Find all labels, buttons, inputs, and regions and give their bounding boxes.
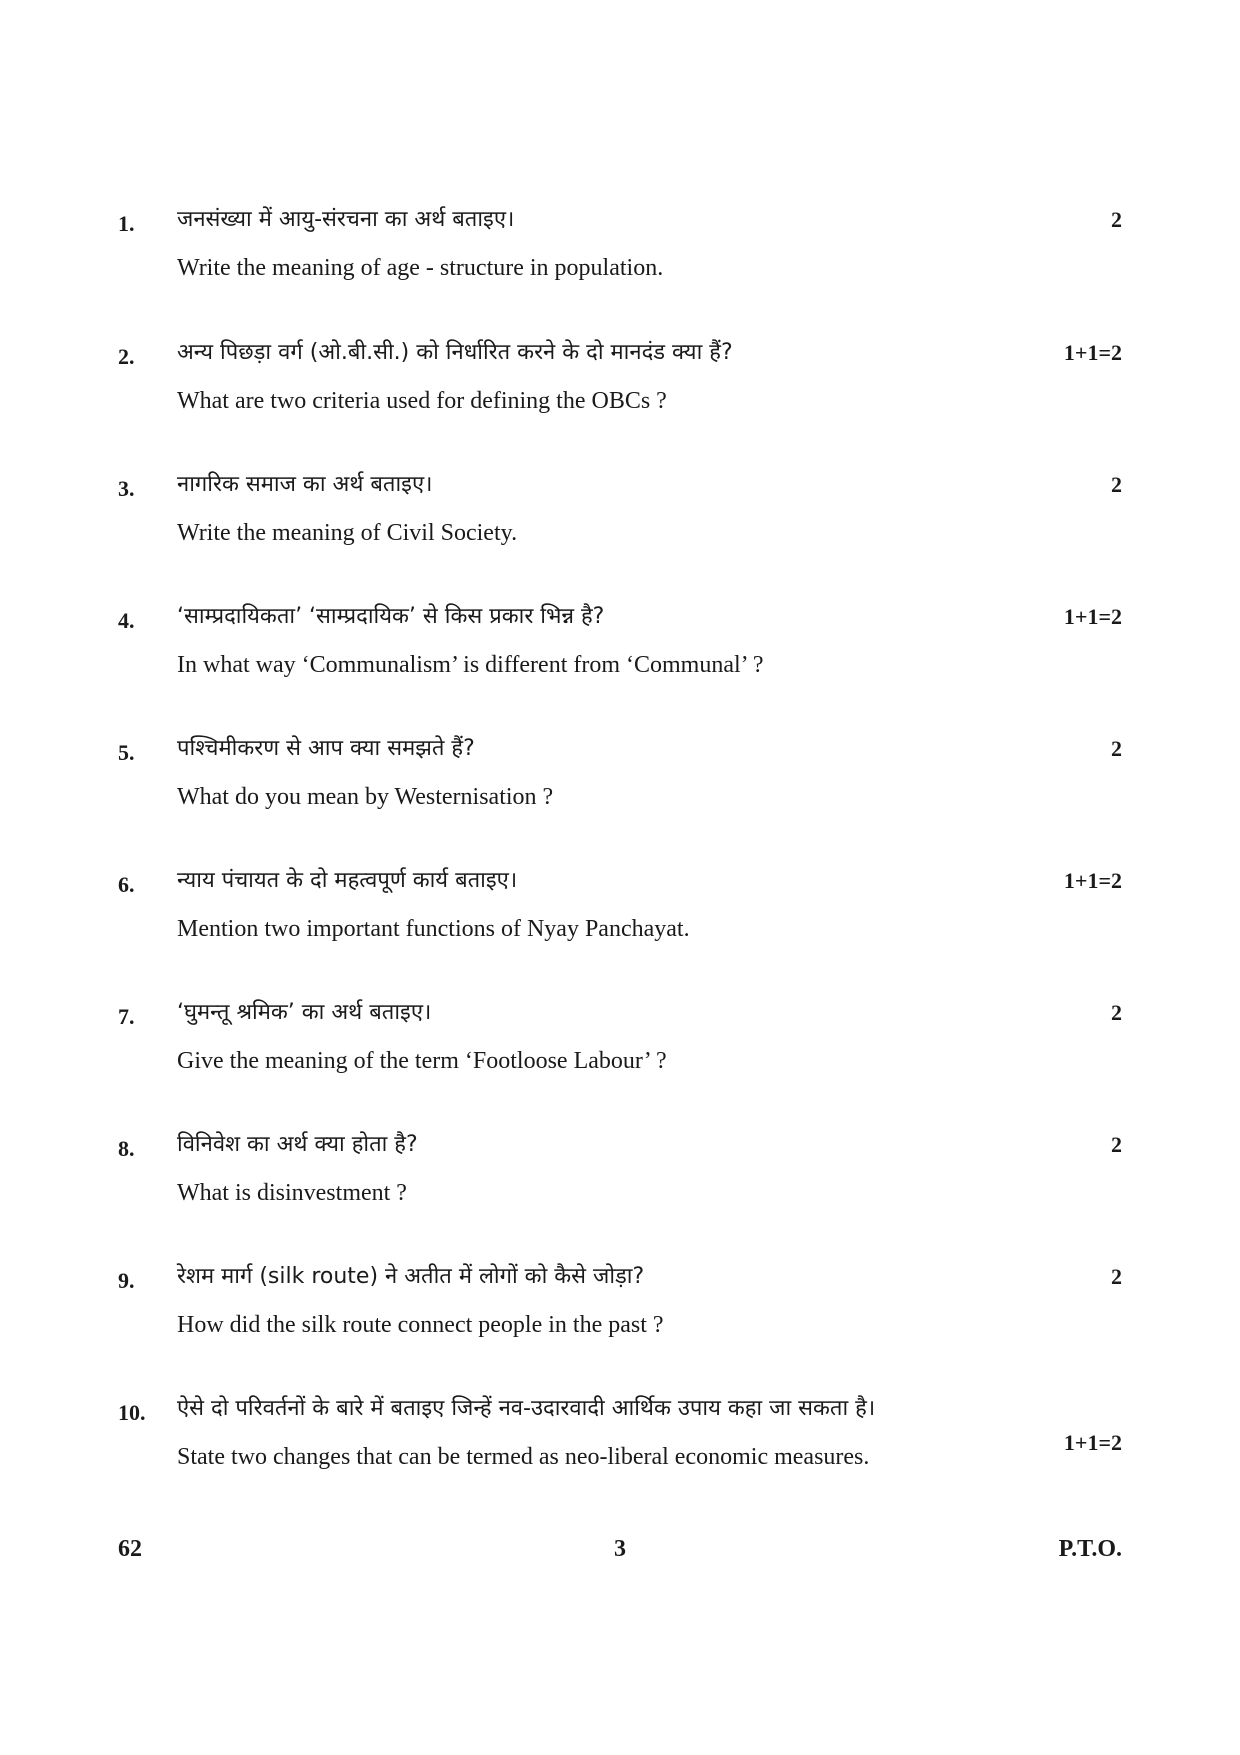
question-text-english: How did the silk route connect people in the past ? (177, 1312, 664, 1338)
question-text-hindi: ऐसे दो परिवर्तनों के बारे में बताइए जिन्हें नव-उदारवादी आर्थिक उपाय कहा जा सकता है। (177, 1396, 876, 1421)
question-marks: 1+1=2 (1063, 340, 1122, 365)
question-marks: 2 (1111, 1000, 1122, 1025)
question-number: 2. (118, 344, 135, 369)
question-text-hindi: ‘साम्प्रदायिकता’ ‘साम्प्रदायिक’ से किस प्रकार भिन्न है? (177, 604, 605, 629)
paper-code: 62 (118, 1536, 142, 1562)
question-text-hindi: रेशम मार्ग (silk route) ने अतीत में लोगों को कैसे जोड़ा? (177, 1264, 645, 1289)
question-marks: 2 (1111, 472, 1122, 497)
question-text-english: What are two criteria used for defining the OBCs ? (177, 388, 667, 414)
question-text-english: Give the meaning of the term ‘Footloose Labour’ ? (177, 1048, 667, 1074)
question-text-english: In what way ‘Communalism’ is different from ‘Communal’ ? (177, 652, 764, 678)
question-number: 3. (118, 476, 135, 501)
question-text-hindi: अन्य पिछड़ा वर्ग (ओ.बी.सी.) को निर्धारित करने के दो मानदंड क्या हैं? (177, 340, 733, 365)
page-number: 3 (614, 1536, 626, 1562)
question-marks: 2 (1111, 1132, 1122, 1157)
question-number: 4. (118, 608, 135, 633)
question-marks: 2 (1111, 207, 1122, 232)
question-text-english: Write the meaning of Civil Society. (177, 520, 518, 546)
question-text-hindi: विनिवेश का अर्थ क्या होता है? (177, 1132, 418, 1157)
pto-label: P.T.O. (1058, 1536, 1122, 1562)
question-number: 6. (118, 872, 135, 897)
question-text-english: Write the meaning of age - structure in population. (177, 255, 664, 281)
question-text-english: What is disinvestment ? (177, 1180, 407, 1206)
question-text-hindi: ‘घुमन्तू श्रमिक’ का अर्थ बताइए। (177, 1000, 432, 1025)
question-number: 1. (118, 211, 135, 236)
question-text-hindi: नागरिक समाज का अर्थ बताइए। (177, 472, 433, 497)
question-marks: 2 (1111, 1264, 1122, 1289)
question-number: 7. (118, 1004, 135, 1029)
question-marks: 1+1=2 (1063, 868, 1122, 893)
question-marks: 1+1=2 (1063, 604, 1122, 629)
question-marks: 1+1=2 (1063, 1430, 1122, 1455)
question-text-hindi: जनसंख्या में आयु-संरचना का अर्थ बताइए। (177, 207, 515, 232)
question-text-english: Mention two important functions of Nyay Panchayat. (177, 916, 690, 942)
question-number: 8. (118, 1136, 135, 1161)
question-number: 9. (118, 1268, 135, 1293)
question-text-english: State two changes that can be termed as neo-liberal economic measures. (177, 1444, 870, 1470)
question-number: 5. (118, 740, 135, 765)
question-text-hindi: न्याय पंचायत के दो महत्वपूर्ण कार्य बताइए। (177, 868, 518, 893)
question-marks: 2 (1111, 736, 1122, 761)
question-text-hindi: पश्चिमीकरण से आप क्या समझते हैं? (177, 736, 475, 761)
question-number: 10. (118, 1400, 146, 1425)
question-text-english: What do you mean by Westernisation ? (177, 784, 554, 810)
